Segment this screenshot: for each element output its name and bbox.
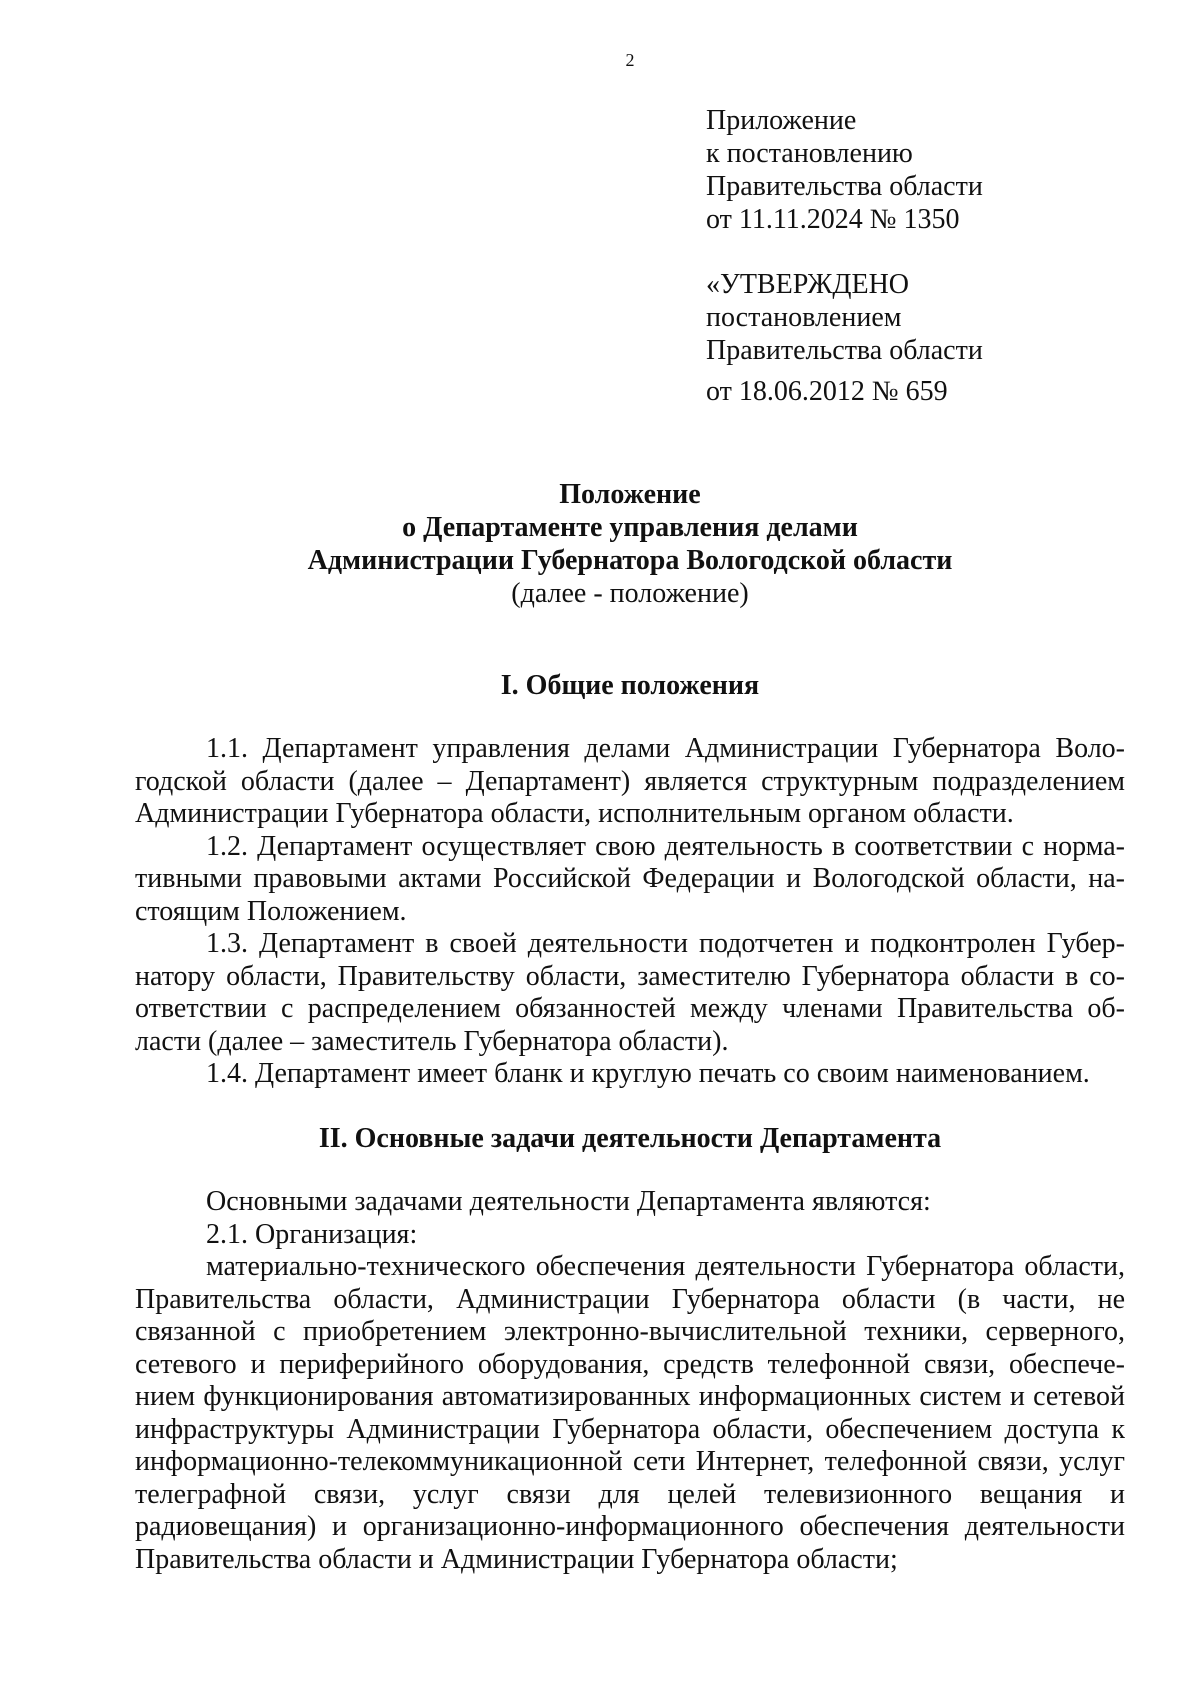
paragraph: Основными задачами деятельности Департамента являются: xyxy=(206,1186,931,1217)
paragraph: 1.4. Департамент имеет бланк и круглую печать со своим наименованием. xyxy=(206,1058,1090,1089)
annex-line: Правительства области xyxy=(706,171,983,202)
section-heading-tasks: II. Основные задачи деятельности Департамента xyxy=(318,1123,942,1154)
title-line: о Департаменте управления делами xyxy=(402,512,858,543)
title-line: Администрации Губернатора Вологодской области xyxy=(307,545,953,576)
annex-block xyxy=(706,104,983,236)
section-heading-general: I. Общие положения xyxy=(500,670,760,701)
approval-line: Правительства области xyxy=(706,335,983,366)
section-tasks-text xyxy=(135,1186,1125,1576)
title-line: Положение xyxy=(559,479,701,510)
title-note: (далее - положение) xyxy=(511,578,749,609)
paragraph: 1.1. Департамент управления делами Администрации Губернатора Вологодской области (далее – Департамент) является структурным подразделением Администрации Губернатора области, исполнительным органом области. xyxy=(135,733,1125,829)
paragraph: материально-технического обеспечения деятельности Губернатора области, Правительства области, Администрации Губернатора области (в части, не связанной с приобретением электронно-вычислительной техники, серверного, сетевого и периферийного оборудования, средств телефонной связи, обеспечением функционирования автоматизированных информационных систем и сетевой инфраструктуры Администрации Губернатора области, обеспечением доступа к информационно-телекоммуникационной сети Интернет, телефонной связи, услуг телеграфной связи, услуг связи для целей телевизионного вещания и радиовещания) и организационно-информационного обеспечения деятельности Правительства области и Администрации Губернатора области; xyxy=(135,1251,1125,1575)
page-number: 2 xyxy=(625,50,635,70)
paragraph: 1.3. Департамент в своей деятельности подотчетен и подконтролен Губернатору области, Правительству области, заместителю Губернатора области в соответствии с распределением обязанностей между членами Правительства области (далее – заместитель Губернатора области). xyxy=(135,928,1125,1057)
paragraph: 1.2. Департамент осуществляет свою деятельность в соответствии с нормативными правовыми актами Российской Федерации и Вологодской области, настоящим Положением. xyxy=(135,830,1125,927)
approval-line: от 18.06.2012 № 659 xyxy=(706,376,948,407)
annex-line: Приложение xyxy=(706,105,857,136)
paragraph: 2.1. Организация: xyxy=(206,1218,418,1250)
annex-line: от 11.11.2024 № 1350 xyxy=(706,204,960,235)
document-title xyxy=(0,478,1200,610)
approval-line: «УТВЕРЖДЕНО xyxy=(706,269,910,300)
annex-line: к постановлению xyxy=(706,138,913,169)
section-general-text xyxy=(135,733,1125,1091)
approval-line: постановлением xyxy=(706,302,902,333)
approval-block xyxy=(706,268,983,408)
